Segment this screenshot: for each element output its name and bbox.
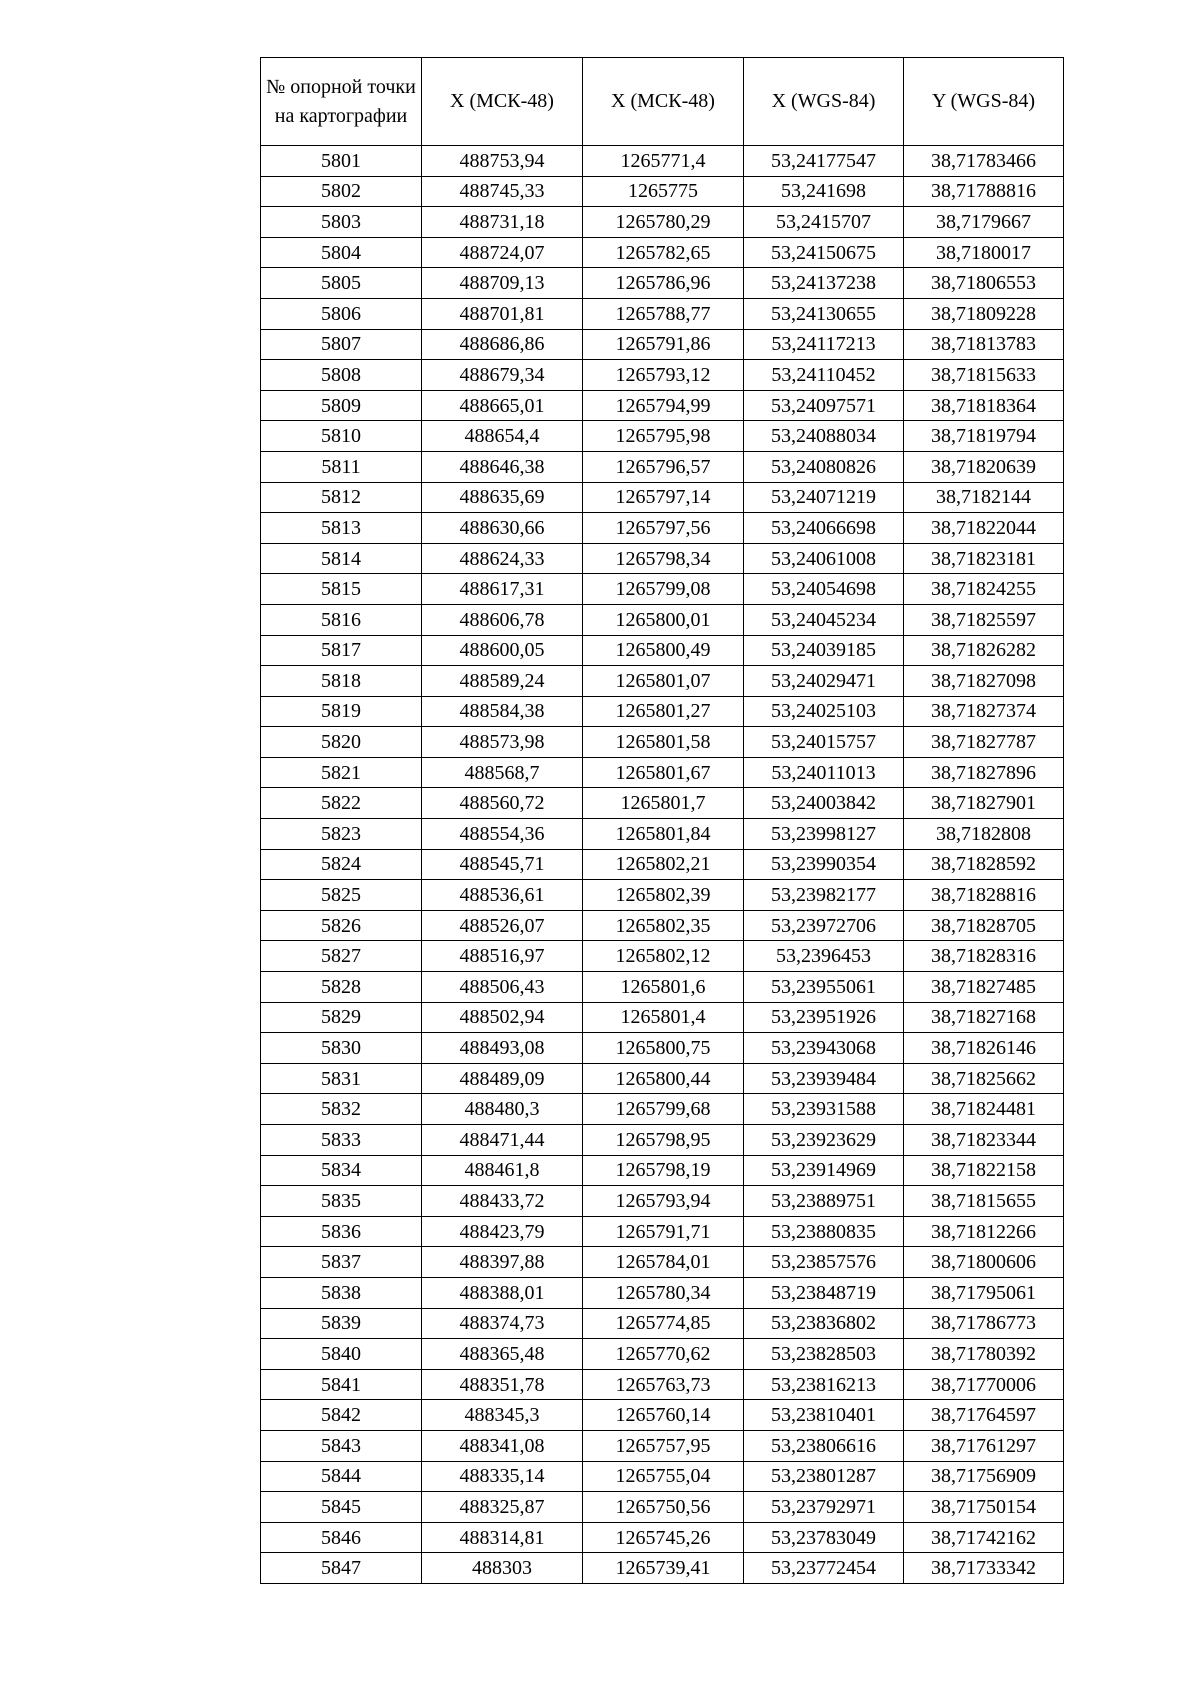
cell-x-msk48: 488624,33 bbox=[422, 543, 583, 574]
cell-x-msk48: 488365,48 bbox=[422, 1339, 583, 1370]
cell-x-msk48-second: 1265788,77 bbox=[583, 298, 744, 329]
table-row bbox=[261, 268, 1064, 299]
cell-y-wgs84: 38,71786773 bbox=[904, 1308, 1064, 1339]
cell-point-number: 5840 bbox=[261, 1339, 422, 1370]
cell-y-wgs84: 38,71733342 bbox=[904, 1553, 1064, 1584]
cell-y-wgs84: 38,71823181 bbox=[904, 543, 1064, 574]
cell-x-msk48-second: 1265745,26 bbox=[583, 1522, 744, 1553]
cell-x-msk48-second: 1265801,84 bbox=[583, 819, 744, 850]
cell-x-wgs84: 53,24110452 bbox=[744, 360, 904, 391]
cell-y-wgs84: 38,71825597 bbox=[904, 604, 1064, 635]
cell-point-number: 5825 bbox=[261, 880, 422, 911]
cell-point-number: 5807 bbox=[261, 329, 422, 360]
cell-x-wgs84: 53,23939484 bbox=[744, 1063, 904, 1094]
cell-point-number: 5846 bbox=[261, 1522, 422, 1553]
cell-point-number: 5804 bbox=[261, 237, 422, 268]
cell-point-number: 5803 bbox=[261, 207, 422, 238]
table-row bbox=[261, 329, 1064, 360]
cell-point-number: 5815 bbox=[261, 574, 422, 605]
cell-x-msk48: 488573,98 bbox=[422, 727, 583, 758]
cell-y-wgs84: 38,71800606 bbox=[904, 1247, 1064, 1278]
cell-x-wgs84: 53,23951926 bbox=[744, 1002, 904, 1033]
cell-point-number: 5830 bbox=[261, 1033, 422, 1064]
table-row bbox=[261, 1369, 1064, 1400]
cell-x-wgs84: 53,24011013 bbox=[744, 757, 904, 788]
table-row bbox=[261, 696, 1064, 727]
cell-y-wgs84: 38,71770006 bbox=[904, 1369, 1064, 1400]
table-row bbox=[261, 1461, 1064, 1492]
cell-point-number: 5820 bbox=[261, 727, 422, 758]
table-row bbox=[261, 1186, 1064, 1217]
cell-x-msk48: 488554,36 bbox=[422, 819, 583, 850]
table-row bbox=[261, 757, 1064, 788]
cell-point-number: 5828 bbox=[261, 972, 422, 1003]
cell-x-msk48-second: 1265750,56 bbox=[583, 1492, 744, 1523]
cell-point-number: 5831 bbox=[261, 1063, 422, 1094]
cell-point-number: 5801 bbox=[261, 146, 422, 177]
cell-x-msk48: 488600,05 bbox=[422, 635, 583, 666]
cell-x-wgs84: 53,23955061 bbox=[744, 972, 904, 1003]
cell-y-wgs84: 38,71812266 bbox=[904, 1216, 1064, 1247]
cell-y-wgs84: 38,71822158 bbox=[904, 1155, 1064, 1186]
table-row bbox=[261, 1125, 1064, 1156]
cell-y-wgs84: 38,71783466 bbox=[904, 146, 1064, 177]
cell-x-msk48-second: 1265791,71 bbox=[583, 1216, 744, 1247]
cell-x-msk48: 488560,72 bbox=[422, 788, 583, 819]
cell-x-msk48-second: 1265799,08 bbox=[583, 574, 744, 605]
cell-x-wgs84: 53,24088034 bbox=[744, 421, 904, 452]
cell-x-wgs84: 53,23931588 bbox=[744, 1094, 904, 1125]
cell-x-msk48-second: 1265798,19 bbox=[583, 1155, 744, 1186]
cell-point-number: 5832 bbox=[261, 1094, 422, 1125]
cell-x-wgs84: 53,23816213 bbox=[744, 1369, 904, 1400]
table-row bbox=[261, 1033, 1064, 1064]
cell-x-wgs84: 53,24025103 bbox=[744, 696, 904, 727]
table-row bbox=[261, 1553, 1064, 1584]
cell-x-msk48-second: 1265786,96 bbox=[583, 268, 744, 299]
cell-y-wgs84: 38,71828816 bbox=[904, 880, 1064, 911]
cell-x-msk48: 488709,13 bbox=[422, 268, 583, 299]
cell-x-msk48-second: 1265795,98 bbox=[583, 421, 744, 452]
cell-x-msk48: 488724,07 bbox=[422, 237, 583, 268]
table-row bbox=[261, 1430, 1064, 1461]
cell-x-msk48: 488335,14 bbox=[422, 1461, 583, 1492]
table-row bbox=[261, 1094, 1064, 1125]
table-row bbox=[261, 635, 1064, 666]
cell-x-msk48: 488493,08 bbox=[422, 1033, 583, 1064]
table-row bbox=[261, 1216, 1064, 1247]
cell-x-msk48-second: 1265797,14 bbox=[583, 482, 744, 513]
cell-y-wgs84: 38,7180017 bbox=[904, 237, 1064, 268]
cell-x-wgs84: 53,23772454 bbox=[744, 1553, 904, 1584]
cell-x-msk48: 488617,31 bbox=[422, 574, 583, 605]
cell-x-wgs84: 53,23943068 bbox=[744, 1033, 904, 1064]
cell-x-msk48-second: 1265801,7 bbox=[583, 788, 744, 819]
cell-x-msk48: 488423,79 bbox=[422, 1216, 583, 1247]
table-row bbox=[261, 207, 1064, 238]
cell-point-number: 5834 bbox=[261, 1155, 422, 1186]
cell-x-msk48-second: 1265771,4 bbox=[583, 146, 744, 177]
cell-point-number: 5814 bbox=[261, 543, 422, 574]
cell-point-number: 5818 bbox=[261, 666, 422, 697]
cell-x-msk48: 488731,18 bbox=[422, 207, 583, 238]
cell-x-wgs84: 53,23836802 bbox=[744, 1308, 904, 1339]
cell-y-wgs84: 38,71827896 bbox=[904, 757, 1064, 788]
cell-x-wgs84: 53,24054698 bbox=[744, 574, 904, 605]
cell-x-wgs84: 53,24015757 bbox=[744, 727, 904, 758]
cell-x-wgs84: 53,23806616 bbox=[744, 1430, 904, 1461]
cell-point-number: 5806 bbox=[261, 298, 422, 329]
cell-point-number: 5844 bbox=[261, 1461, 422, 1492]
cell-x-wgs84: 53,241698 bbox=[744, 176, 904, 207]
cell-x-msk48-second: 1265802,35 bbox=[583, 910, 744, 941]
cell-point-number: 5822 bbox=[261, 788, 422, 819]
cell-y-wgs84: 38,71820639 bbox=[904, 451, 1064, 482]
cell-point-number: 5839 bbox=[261, 1308, 422, 1339]
cell-y-wgs84: 38,71813783 bbox=[904, 329, 1064, 360]
cell-point-number: 5845 bbox=[261, 1492, 422, 1523]
cell-y-wgs84: 38,71827168 bbox=[904, 1002, 1064, 1033]
table-row bbox=[261, 1002, 1064, 1033]
cell-x-wgs84: 53,24071219 bbox=[744, 482, 904, 513]
cell-x-wgs84: 53,23783049 bbox=[744, 1522, 904, 1553]
cell-x-msk48: 488461,8 bbox=[422, 1155, 583, 1186]
table-row bbox=[261, 451, 1064, 482]
cell-x-msk48-second: 1265802,39 bbox=[583, 880, 744, 911]
table-row bbox=[261, 513, 1064, 544]
cell-y-wgs84: 38,71822044 bbox=[904, 513, 1064, 544]
table-row bbox=[261, 849, 1064, 880]
cell-x-msk48-second: 1265794,99 bbox=[583, 390, 744, 421]
cell-y-wgs84: 38,71827485 bbox=[904, 972, 1064, 1003]
table-header bbox=[261, 58, 1064, 146]
cell-y-wgs84: 38,71806553 bbox=[904, 268, 1064, 299]
header-row bbox=[261, 58, 1064, 146]
table-row bbox=[261, 390, 1064, 421]
cell-x-wgs84: 53,24080826 bbox=[744, 451, 904, 482]
cell-x-msk48: 488584,38 bbox=[422, 696, 583, 727]
cell-point-number: 5835 bbox=[261, 1186, 422, 1217]
cell-point-number: 5841 bbox=[261, 1369, 422, 1400]
cell-point-number: 5843 bbox=[261, 1430, 422, 1461]
cell-point-number: 5813 bbox=[261, 513, 422, 544]
cell-x-msk48: 488545,71 bbox=[422, 849, 583, 880]
cell-x-msk48: 488536,61 bbox=[422, 880, 583, 911]
cell-point-number: 5809 bbox=[261, 390, 422, 421]
table-row bbox=[261, 146, 1064, 177]
cell-x-msk48: 488679,34 bbox=[422, 360, 583, 391]
table-row bbox=[261, 1400, 1064, 1431]
table-row bbox=[261, 574, 1064, 605]
cell-x-msk48: 488388,01 bbox=[422, 1277, 583, 1308]
header-point-number: № опорной точки на картографии bbox=[261, 58, 422, 146]
cell-point-number: 5808 bbox=[261, 360, 422, 391]
cell-y-wgs84: 38,7182144 bbox=[904, 482, 1064, 513]
cell-point-number: 5805 bbox=[261, 268, 422, 299]
cell-x-wgs84: 53,24061008 bbox=[744, 543, 904, 574]
cell-y-wgs84: 38,7182808 bbox=[904, 819, 1064, 850]
cell-x-wgs84: 53,24097571 bbox=[744, 390, 904, 421]
cell-y-wgs84: 38,71828592 bbox=[904, 849, 1064, 880]
cell-point-number: 5824 bbox=[261, 849, 422, 880]
cell-y-wgs84: 38,71750154 bbox=[904, 1492, 1064, 1523]
cell-point-number: 5827 bbox=[261, 941, 422, 972]
cell-x-wgs84: 53,2415707 bbox=[744, 207, 904, 238]
cell-x-msk48: 488480,3 bbox=[422, 1094, 583, 1125]
cell-point-number: 5837 bbox=[261, 1247, 422, 1278]
cell-point-number: 5826 bbox=[261, 910, 422, 941]
cell-x-msk48-second: 1265802,12 bbox=[583, 941, 744, 972]
table-row bbox=[261, 421, 1064, 452]
cell-x-wgs84: 53,23972706 bbox=[744, 910, 904, 941]
cell-y-wgs84: 38,71742162 bbox=[904, 1522, 1064, 1553]
cell-x-msk48-second: 1265799,68 bbox=[583, 1094, 744, 1125]
cell-y-wgs84: 38,71826282 bbox=[904, 635, 1064, 666]
cell-x-wgs84: 53,23857576 bbox=[744, 1247, 904, 1278]
cell-y-wgs84: 38,71828705 bbox=[904, 910, 1064, 941]
cell-x-msk48-second: 1265763,73 bbox=[583, 1369, 744, 1400]
cell-x-msk48-second: 1265801,4 bbox=[583, 1002, 744, 1033]
cell-point-number: 5819 bbox=[261, 696, 422, 727]
cell-x-wgs84: 53,23801287 bbox=[744, 1461, 904, 1492]
cell-x-msk48: 488526,07 bbox=[422, 910, 583, 941]
cell-x-wgs84: 53,24150675 bbox=[744, 237, 904, 268]
cell-x-msk48-second: 1265755,04 bbox=[583, 1461, 744, 1492]
cell-point-number: 5821 bbox=[261, 757, 422, 788]
cell-point-number: 5833 bbox=[261, 1125, 422, 1156]
coordinates-table bbox=[260, 57, 1064, 1584]
cell-x-msk48-second: 1265801,67 bbox=[583, 757, 744, 788]
cell-x-msk48: 488753,94 bbox=[422, 146, 583, 177]
table-row bbox=[261, 666, 1064, 697]
cell-y-wgs84: 38,71815633 bbox=[904, 360, 1064, 391]
table-row bbox=[261, 176, 1064, 207]
table-row bbox=[261, 360, 1064, 391]
table-row bbox=[261, 880, 1064, 911]
cell-x-msk48-second: 1265793,12 bbox=[583, 360, 744, 391]
table-row bbox=[261, 1155, 1064, 1186]
cell-y-wgs84: 38,71826146 bbox=[904, 1033, 1064, 1064]
cell-y-wgs84: 38,71828316 bbox=[904, 941, 1064, 972]
cell-point-number: 5817 bbox=[261, 635, 422, 666]
table-row bbox=[261, 1063, 1064, 1094]
cell-x-msk48-second: 1265801,27 bbox=[583, 696, 744, 727]
header-x-msk48-second: X (МСК-48) bbox=[583, 58, 744, 146]
cell-point-number: 5829 bbox=[261, 1002, 422, 1033]
cell-point-number: 5802 bbox=[261, 176, 422, 207]
cell-x-msk48-second: 1265760,14 bbox=[583, 1400, 744, 1431]
cell-point-number: 5836 bbox=[261, 1216, 422, 1247]
cell-x-wgs84: 53,23923629 bbox=[744, 1125, 904, 1156]
cell-x-wgs84: 53,24130655 bbox=[744, 298, 904, 329]
table-row bbox=[261, 1522, 1064, 1553]
cell-x-msk48: 488506,43 bbox=[422, 972, 583, 1003]
cell-x-msk48: 488397,88 bbox=[422, 1247, 583, 1278]
table-row bbox=[261, 543, 1064, 574]
cell-x-msk48: 488325,87 bbox=[422, 1492, 583, 1523]
cell-x-msk48: 488314,81 bbox=[422, 1522, 583, 1553]
cell-y-wgs84: 38,71788816 bbox=[904, 176, 1064, 207]
cell-x-msk48-second: 1265782,65 bbox=[583, 237, 744, 268]
cell-y-wgs84: 38,71824481 bbox=[904, 1094, 1064, 1125]
cell-x-wgs84: 53,23810401 bbox=[744, 1400, 904, 1431]
table-row bbox=[261, 972, 1064, 1003]
cell-x-msk48-second: 1265739,41 bbox=[583, 1553, 744, 1584]
cell-y-wgs84: 38,71761297 bbox=[904, 1430, 1064, 1461]
table-row bbox=[261, 237, 1064, 268]
cell-x-msk48-second: 1265798,95 bbox=[583, 1125, 744, 1156]
cell-x-wgs84: 53,24117213 bbox=[744, 329, 904, 360]
table-body bbox=[261, 146, 1064, 1584]
cell-x-msk48-second: 1265780,29 bbox=[583, 207, 744, 238]
table-row bbox=[261, 1339, 1064, 1370]
cell-y-wgs84: 38,71823344 bbox=[904, 1125, 1064, 1156]
cell-y-wgs84: 38,71827374 bbox=[904, 696, 1064, 727]
cell-x-msk48: 488351,78 bbox=[422, 1369, 583, 1400]
cell-x-wgs84: 53,23998127 bbox=[744, 819, 904, 850]
cell-x-wgs84: 53,24003842 bbox=[744, 788, 904, 819]
cell-point-number: 5811 bbox=[261, 451, 422, 482]
cell-point-number: 5810 bbox=[261, 421, 422, 452]
cell-x-msk48: 488303 bbox=[422, 1553, 583, 1584]
cell-x-msk48-second: 1265801,58 bbox=[583, 727, 744, 758]
header-x-wgs84: X (WGS-84) bbox=[744, 58, 904, 146]
cell-x-msk48-second: 1265793,94 bbox=[583, 1186, 744, 1217]
table-row bbox=[261, 1308, 1064, 1339]
cell-x-msk48-second: 1265757,95 bbox=[583, 1430, 744, 1461]
cell-x-msk48-second: 1265796,57 bbox=[583, 451, 744, 482]
cell-x-msk48: 488630,66 bbox=[422, 513, 583, 544]
cell-y-wgs84: 38,71818364 bbox=[904, 390, 1064, 421]
cell-x-msk48-second: 1265797,56 bbox=[583, 513, 744, 544]
cell-x-msk48: 488745,33 bbox=[422, 176, 583, 207]
cell-x-wgs84: 53,24039185 bbox=[744, 635, 904, 666]
cell-x-wgs84: 53,2396453 bbox=[744, 941, 904, 972]
cell-x-msk48: 488589,24 bbox=[422, 666, 583, 697]
table-row bbox=[261, 910, 1064, 941]
table-row bbox=[261, 298, 1064, 329]
cell-x-msk48: 488654,4 bbox=[422, 421, 583, 452]
cell-x-msk48: 488341,08 bbox=[422, 1430, 583, 1461]
cell-y-wgs84: 38,71827787 bbox=[904, 727, 1064, 758]
cell-y-wgs84: 38,71809228 bbox=[904, 298, 1064, 329]
cell-x-msk48-second: 1265800,75 bbox=[583, 1033, 744, 1064]
table-row bbox=[261, 1247, 1064, 1278]
cell-x-wgs84: 53,23990354 bbox=[744, 849, 904, 880]
cell-y-wgs84: 38,7179667 bbox=[904, 207, 1064, 238]
cell-x-msk48-second: 1265801,6 bbox=[583, 972, 744, 1003]
cell-x-wgs84: 53,23914969 bbox=[744, 1155, 904, 1186]
cell-x-msk48: 488646,38 bbox=[422, 451, 583, 482]
cell-x-msk48-second: 1265798,34 bbox=[583, 543, 744, 574]
cell-point-number: 5823 bbox=[261, 819, 422, 850]
table-row bbox=[261, 604, 1064, 635]
table-row bbox=[261, 727, 1064, 758]
cell-x-msk48: 488665,01 bbox=[422, 390, 583, 421]
cell-point-number: 5842 bbox=[261, 1400, 422, 1431]
cell-y-wgs84: 38,71827098 bbox=[904, 666, 1064, 697]
cell-x-msk48: 488345,3 bbox=[422, 1400, 583, 1431]
cell-x-msk48-second: 1265802,21 bbox=[583, 849, 744, 880]
cell-x-wgs84: 53,24045234 bbox=[744, 604, 904, 635]
cell-x-wgs84: 53,23982177 bbox=[744, 880, 904, 911]
cell-y-wgs84: 38,71827901 bbox=[904, 788, 1064, 819]
table-row bbox=[261, 819, 1064, 850]
cell-x-msk48: 488701,81 bbox=[422, 298, 583, 329]
cell-x-wgs84: 53,23848719 bbox=[744, 1277, 904, 1308]
cell-x-wgs84: 53,23828503 bbox=[744, 1339, 904, 1370]
header-y-wgs84: Y (WGS-84) bbox=[904, 58, 1064, 146]
table-row bbox=[261, 482, 1064, 513]
table-row bbox=[261, 1277, 1064, 1308]
cell-y-wgs84: 38,71819794 bbox=[904, 421, 1064, 452]
cell-point-number: 5847 bbox=[261, 1553, 422, 1584]
cell-x-msk48: 488489,09 bbox=[422, 1063, 583, 1094]
cell-x-msk48-second: 1265775 bbox=[583, 176, 744, 207]
cell-x-wgs84: 53,23880835 bbox=[744, 1216, 904, 1247]
cell-x-msk48-second: 1265791,86 bbox=[583, 329, 744, 360]
cell-x-msk48: 488433,72 bbox=[422, 1186, 583, 1217]
cell-x-msk48-second: 1265800,01 bbox=[583, 604, 744, 635]
cell-x-msk48-second: 1265780,34 bbox=[583, 1277, 744, 1308]
cell-point-number: 5816 bbox=[261, 604, 422, 635]
cell-x-msk48: 488686,86 bbox=[422, 329, 583, 360]
cell-x-msk48: 488635,69 bbox=[422, 482, 583, 513]
cell-point-number: 5838 bbox=[261, 1277, 422, 1308]
cell-point-number: 5812 bbox=[261, 482, 422, 513]
cell-x-msk48: 488374,73 bbox=[422, 1308, 583, 1339]
cell-x-msk48-second: 1265801,07 bbox=[583, 666, 744, 697]
table-row bbox=[261, 788, 1064, 819]
cell-x-msk48: 488471,44 bbox=[422, 1125, 583, 1156]
cell-x-msk48-second: 1265784,01 bbox=[583, 1247, 744, 1278]
cell-y-wgs84: 38,71756909 bbox=[904, 1461, 1064, 1492]
cell-x-msk48: 488606,78 bbox=[422, 604, 583, 635]
cell-y-wgs84: 38,71825662 bbox=[904, 1063, 1064, 1094]
cell-x-wgs84: 53,24177547 bbox=[744, 146, 904, 177]
cell-y-wgs84: 38,71795061 bbox=[904, 1277, 1064, 1308]
cell-x-msk48-second: 1265774,85 bbox=[583, 1308, 744, 1339]
cell-x-wgs84: 53,23792971 bbox=[744, 1492, 904, 1523]
cell-x-msk48-second: 1265800,44 bbox=[583, 1063, 744, 1094]
cell-x-wgs84: 53,23889751 bbox=[744, 1186, 904, 1217]
header-x-msk48: X (МСК-48) bbox=[422, 58, 583, 146]
cell-x-msk48-second: 1265800,49 bbox=[583, 635, 744, 666]
cell-y-wgs84: 38,71780392 bbox=[904, 1339, 1064, 1370]
cell-x-wgs84: 53,24137238 bbox=[744, 268, 904, 299]
table-row bbox=[261, 1492, 1064, 1523]
cell-y-wgs84: 38,71815655 bbox=[904, 1186, 1064, 1217]
table-row bbox=[261, 941, 1064, 972]
cell-x-msk48: 488516,97 bbox=[422, 941, 583, 972]
cell-y-wgs84: 38,71824255 bbox=[904, 574, 1064, 605]
cell-x-msk48-second: 1265770,62 bbox=[583, 1339, 744, 1370]
cell-x-msk48: 488502,94 bbox=[422, 1002, 583, 1033]
cell-x-wgs84: 53,24029471 bbox=[744, 666, 904, 697]
cell-x-wgs84: 53,24066698 bbox=[744, 513, 904, 544]
cell-x-msk48: 488568,7 bbox=[422, 757, 583, 788]
cell-y-wgs84: 38,71764597 bbox=[904, 1400, 1064, 1431]
